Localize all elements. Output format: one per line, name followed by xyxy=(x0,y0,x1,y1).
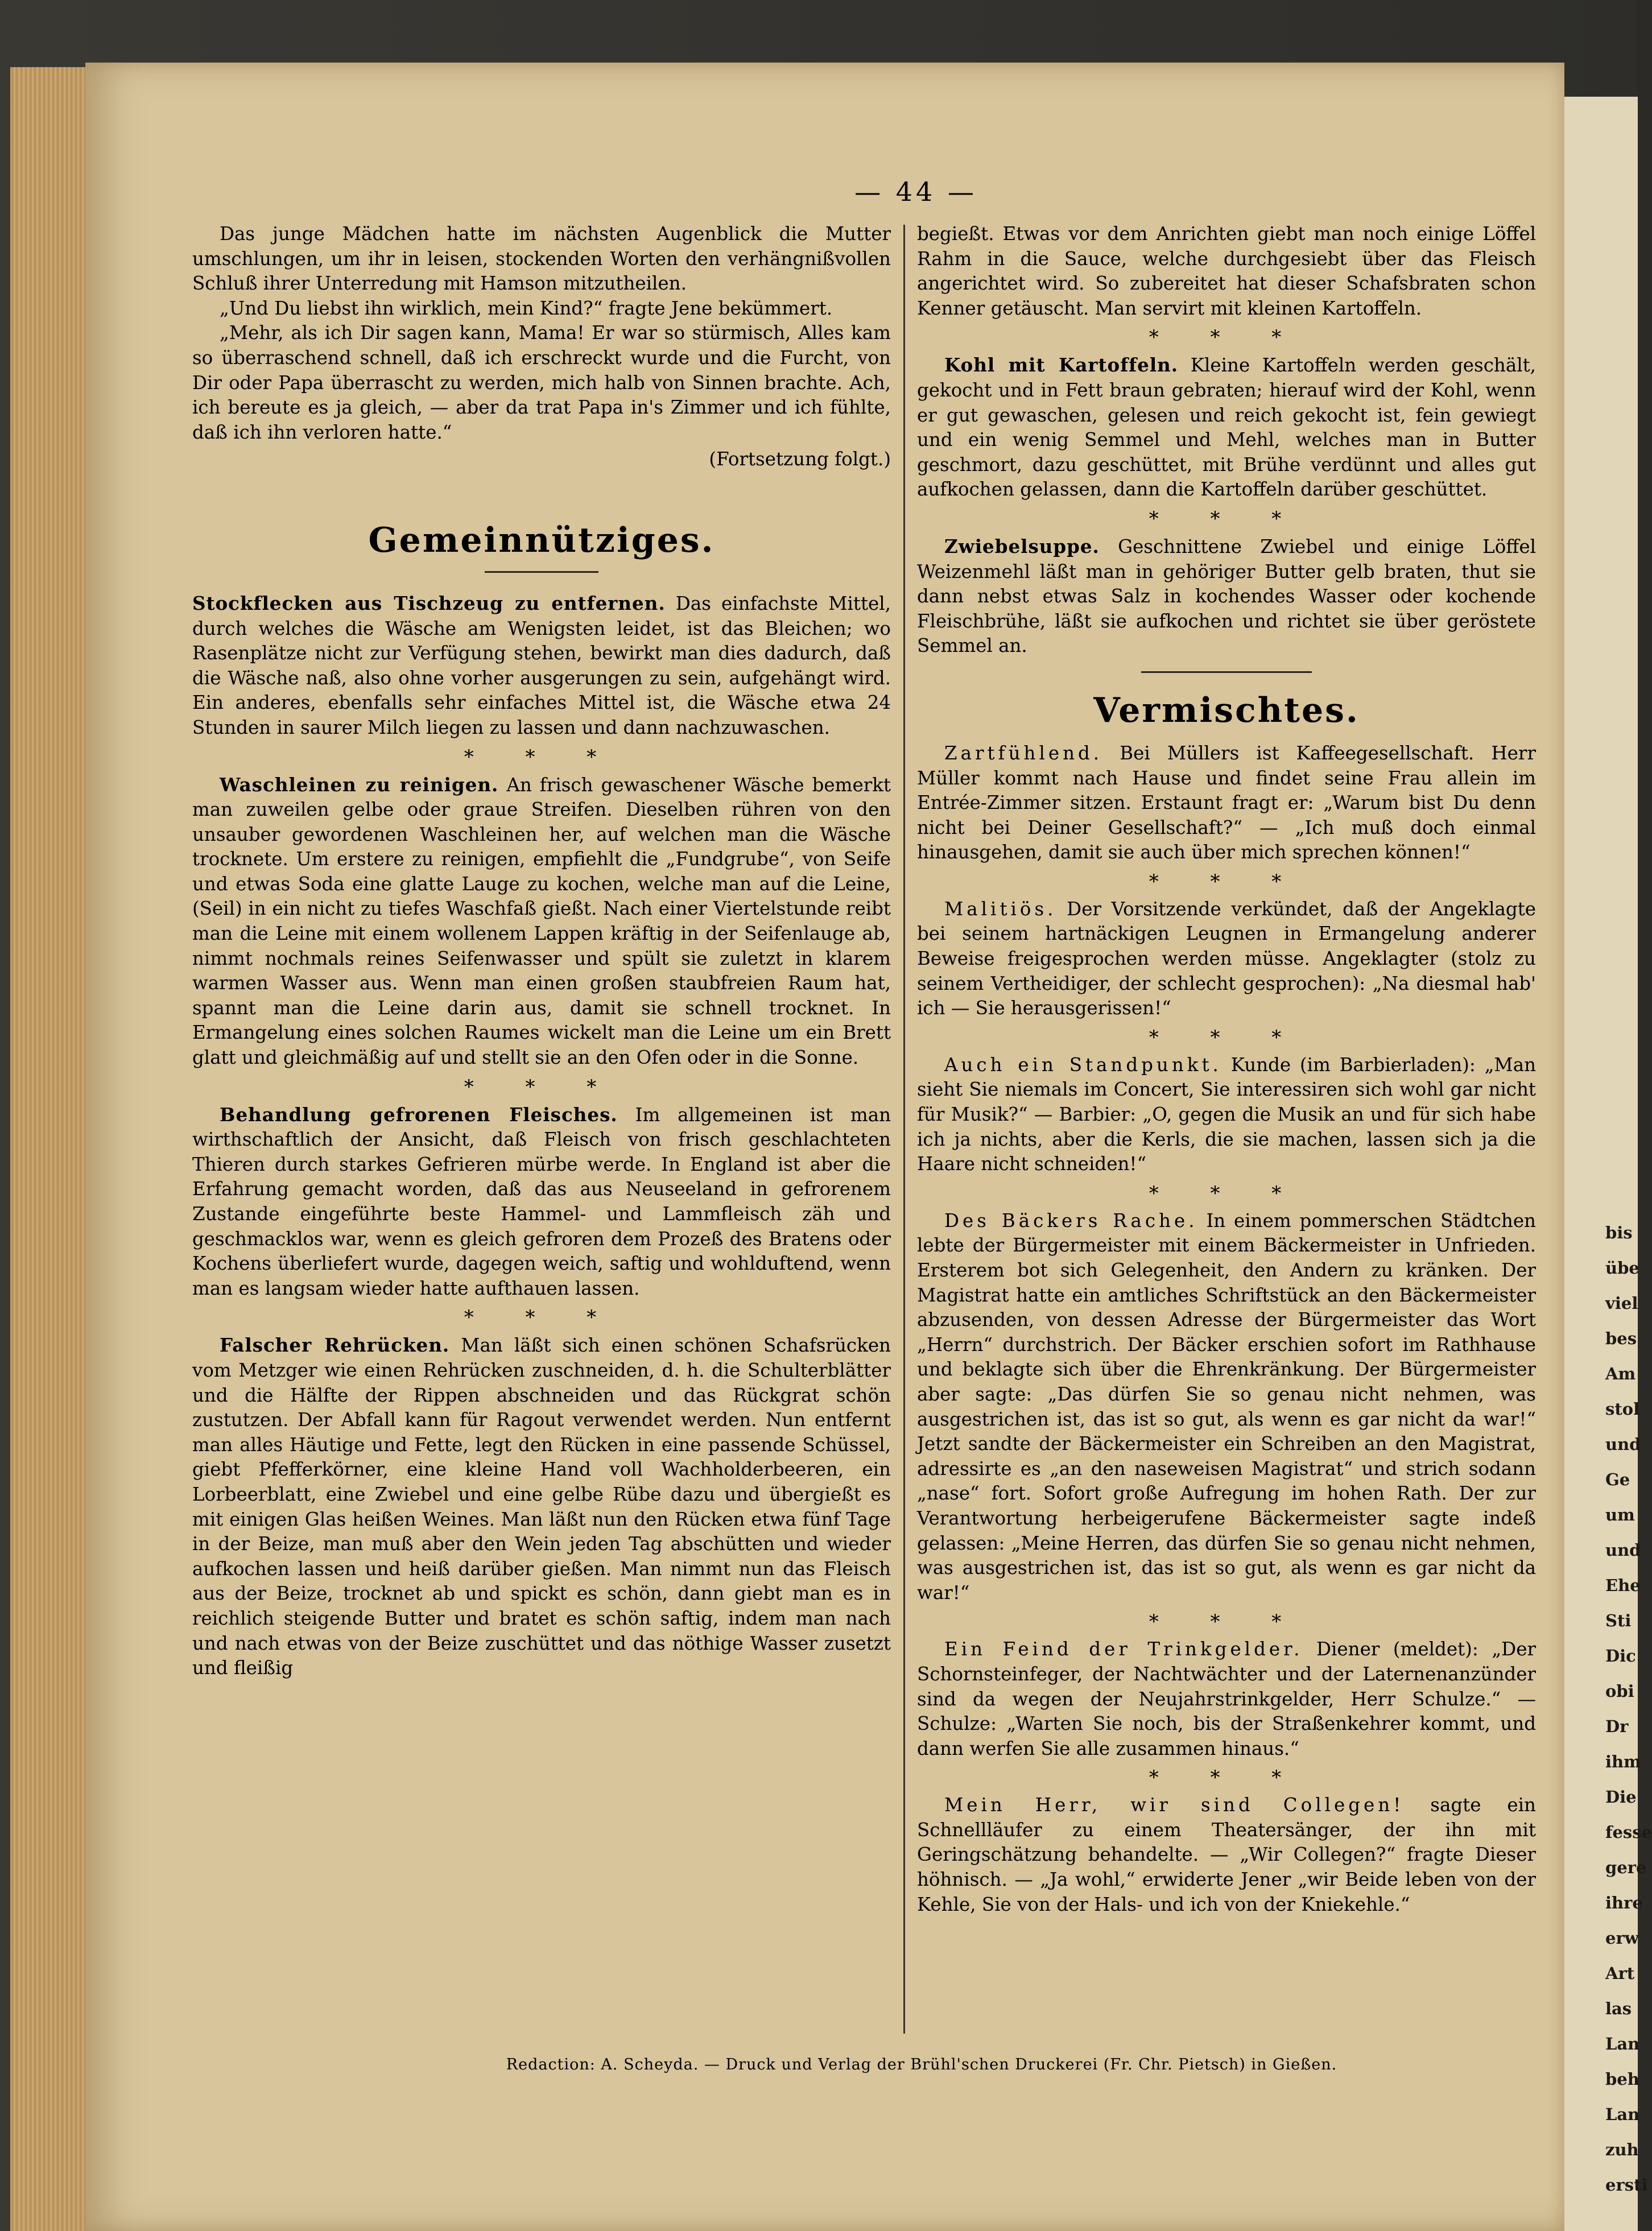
separator-stars: * * * xyxy=(464,1306,620,1329)
adjacent-page-fragment: ersti xyxy=(1605,2175,1648,2195)
item-text: Bei Müllers ist Kaffeegesellschaft. Herr Müller kommt nach Hause und findet seine Frau allein im Entrée-Zimmer sitzen. Erstaunt fragt er: „Warum bist Du denn nicht bei Deiner Gesellschaft?“ — „Ich muß doch einmal hinausgehen, damit sie auch über mich sprechen können!“ xyxy=(917,742,1536,864)
article-title: Behandlung gefrorenen Fleisches. xyxy=(220,1103,618,1126)
separator-stars: * * * xyxy=(1149,507,1304,530)
article xyxy=(192,591,891,741)
item-title: Ein Feind der Trinkgelder. xyxy=(944,1638,1303,1660)
separator-stars: * * * xyxy=(464,1075,620,1098)
adjacent-page-fragment: Dr xyxy=(1605,1717,1629,1736)
miscellany-item xyxy=(917,1053,1536,1177)
heading-rule xyxy=(485,571,598,573)
adjacent-page-fragment: Lan xyxy=(1605,2034,1640,2054)
story-paragraph: „Und Du liebst ihn wirklich, mein Kind?“ fragte Jene bekümmert. xyxy=(220,297,833,319)
item-text: Diener (meldet): „Der Schornsteinfeger, der Nachtwächter und der Laternenanzünder sind da wegen der Neujahrstrinkgelder, Herr Schulze.“ — Schulze: „Warten Sie noch, bis der Straßenkehrer kommt, und dann werfen Sie alle zusammen hinaus.“ xyxy=(917,1638,1536,1759)
miscellany-item xyxy=(917,1209,1536,1606)
adjacent-page-fragment: erw xyxy=(1605,1928,1639,1948)
adjacent-page-fragment: gere xyxy=(1605,1858,1647,1877)
page-number: — 44 — xyxy=(854,176,977,207)
miscellany-item xyxy=(917,741,1536,865)
adjacent-page-fragment: übe xyxy=(1605,1258,1639,1278)
article-title: Waschleinen zu reinigen. xyxy=(220,773,499,796)
adjacent-page-fragment: Ehe xyxy=(1605,1576,1641,1595)
article xyxy=(192,1102,891,1302)
article-text: An frisch gewaschener Wäsche bemerkt man zuweilen gelbe oder graue Streifen. Dieselben rühren von den unsauber gewordenen Waschleinen her, auf welchen man die Wäsche trocknete. Um erstere zu reinigen, empfiehlt die „Fundgrube“, von Seife und etwas Soda eine glatte Lauge zu kochen, welche man auf die Leine, (Seil) in ein nicht zu tiefes Waschfaß gießt. Nach einer Viertelstunde reibt man die Leine mit einem wollenem Lappen kräftig in der Seifenlauge ab, nimmt nochmals reines Seifenwasser und spült sie zuletzt in klarem warmen Wasser aus. Wenn man einen großen staubfreien Raum hat, spannt man die Leine darin aus, damit sie schnell trocknet. In Ermangelung eines solchen Raumes wickelt man die Leine um ein Brett glatt und gleichmäßig auf und stellt sie an den Ofen oder in die Sonne. xyxy=(192,774,891,1069)
article-title: Stockflecken aus Tischzeug zu entfernen. xyxy=(192,592,666,614)
adjacent-page-fragment: ihm xyxy=(1605,1752,1641,1771)
miscellany-item xyxy=(917,897,1536,1021)
article-text: Das einfachste Mittel, durch welches die Wäsche am Wenigsten leidet, ist das Bleichen; wo Rasenplätze nicht zur Verfügung stehen, bewirkt man dies dadurch, daß die Wäsche naß, also ohne vorher ausgerungen zu sein, aufgehängt wird. Ein anderes, ebenfalls sehr einfaches Mittel ist, die Wäsche etwa 24 Stunden in saurer Milch liegen zu lassen und dann nachzuwaschen. xyxy=(192,592,891,738)
adjacent-page-fragment: viel xyxy=(1605,1294,1638,1313)
adjacent-page-fragment: las xyxy=(1605,1999,1632,2018)
article-title: Kohl mit Kartoffeln. xyxy=(944,354,1179,377)
article-text: Man läßt sich einen schönen Schafsrücken vom Metzger wie einen Rehrücken zuschneiden, d. h. die Schulterblätter und die Hälfte der Rippen abschneiden und das Rückgrat schön zustutzen. Der Abfall kann für Ragout verwendet werden. Nun entfernt man alles Häutige und Fette, legt den Rücken in eine passende Schüssel, giebt Pfefferkörner, eine kleine Hand voll Wachholderbeeren, ein Lorbeerblatt, eine Zwiebel und eine gelbe Rübe dazu und übergießt es mit einigen Glas heißen Weines. Man läßt nun den Rücken etwa fünf Tage in der Beize, man muß aber den Wein jeden Tag abschütten und wieder aufkochen lassen und heiß darüber gießen. Man nimmt nun das Fleisch aus der Beize, trocknet ab und spickt es schön, dann giebt man es in reichlich steigende Butter und bratet es schön saftig, indem man nach und nach etwas von der Beize zuschüttet und das nöthige Wasser zusetzt und fleißig xyxy=(192,1335,891,1679)
separator-stars: * * * xyxy=(1149,1610,1304,1634)
adjacent-page-fragment: und xyxy=(1605,1435,1641,1454)
article-text: Im allgemeinen ist man wirthschaftlich der Ansicht, daß Fleisch von frisch geschlachteten Thieren durch starkes Gefrieren mürbe werde. In England ist aber die Erfahrung gemacht worden, daß das aus Neuseeland in gefrorenem Zustande eingeführte beste Hammel- und Lammfleisch zäh und geschmacklos war, wenn es gleich gefroren dem Prozeß des Bratens oder Kochens überliefert wurde, dagegen weich, saftig und wohlduftend, wenn man es langsam wieder hatte aufthauen lassen. xyxy=(192,1104,891,1299)
adjacent-page-fragment: beh xyxy=(1605,2069,1639,2089)
separator-stars: * * * xyxy=(1149,870,1304,893)
section-heading: Vermischtes. xyxy=(1093,690,1360,730)
article xyxy=(917,534,1536,659)
separator-stars: * * * xyxy=(1149,1766,1304,1790)
article-text: Geschnittene Zwiebel und einige Löffel Weizenmehl läßt man in gehöriger Butter gelb braten, thut sie dann nebst etwas Salz in kochendes Wasser oder kochende Fleischbrühe, läßt sie aufkochen und richtet sie über geröstete Semmel an. xyxy=(917,535,1536,657)
item-title: Zartfühlend. xyxy=(944,742,1103,764)
adjacent-page-fragment: stol xyxy=(1605,1399,1640,1419)
separator-stars: * * * xyxy=(1149,326,1304,349)
adjacent-page-fragment: Art xyxy=(1605,1964,1635,1983)
item-title: Auch ein Standpunkt. xyxy=(944,1053,1222,1076)
adjacent-page-fragment: zuh xyxy=(1605,2140,1639,2159)
continuation-note: (Fortsetzung folgt.) xyxy=(709,448,891,470)
article-title: Zwiebelsuppe. xyxy=(944,535,1100,557)
adjacent-page-fragment: Die xyxy=(1605,1787,1637,1807)
item-text: In einem pommerschen Städtchen lebte der Bürgermeister mit einem Bäckermeister in Unfrieden. Ersterem bot sich Gelegenheit, den Andern zu kränken. Der Magistrat hatte ein amtliches Schriftstück an den Bäckermeister abzusenden, von dessen Adresse der Bürgermeister das Wort „Herrn“ durchstrich. Der Bäcker erschien sofort im Rathhause und beklagte sich über die Ehrenkränkung. Der Bürgermeister aber sagte: „Das dürfen Sie so genau nicht nehmen, was ausgestrichen ist, das ist so gut, als wenn es gar nicht da war!“ Jetzt sandte der Bäckermeister ein Schreiben an den Magistrat, adressirte es „an den naseweisen Magistrat“ und strich sodann „nase“ fort. Sofort große Aufregung im hohen Rath. Der zur Verantwortung herbeigerufene Bäckermeister sagte indeß gelassen: „Meine Herren, das dürfen Sie so genau nicht nehmen, was ausgestrichen ist, das ist so gut, als wenn es gar nicht da war!“ xyxy=(917,1209,1536,1604)
column-divider xyxy=(903,225,905,2034)
separator-stars: * * * xyxy=(1149,1181,1304,1205)
article xyxy=(192,772,891,1071)
article-text: Kleine Kartoffeln werden geschält, gekocht und in Fett braun gebraten; hierauf wird der Kohl, wenn er gut gewaschen, gelesen und reich gekocht ist, fein gewiegt und ein wenig Semmel und Mehl, welches man in Butter geschmort, dazu geschüttet, mit Brühe verdünnt und alles gut aufkochen gelassen, dann die Kartoffeln darüber geschüttet. xyxy=(917,354,1536,501)
adjacent-page-fragment: obi xyxy=(1605,1681,1634,1701)
adjacent-page-fragment: fesse xyxy=(1605,1823,1652,1842)
adjacent-page-fragment: Ge xyxy=(1605,1470,1630,1489)
imprint-footer: Redaction: A. Scheyda. — Druck und Verlag der Brühl'schen Druckerei (Fr. Chr. Pietsch) in Gießen. xyxy=(506,2056,1337,2073)
adjacent-page-fragment: Am xyxy=(1605,1364,1636,1383)
adjacent-page-fragment: und xyxy=(1605,1540,1641,1560)
adjacent-page-fragment: ihre xyxy=(1605,1893,1643,1912)
story-paragraph: Das junge Mädchen hatte im nächsten Augenblick die Mutter umschlungen, um ihr in leisen, stockenden Worten den verhängnißvollen Schluß ihrer Unterredung mit Hamson mitzutheilen. xyxy=(192,223,891,295)
item-title: Des Bäckers Rache. xyxy=(944,1209,1198,1232)
adjacent-page-fragment: bis xyxy=(1605,1223,1633,1242)
article-title: Falscher Rehrücken. xyxy=(220,1334,450,1357)
item-text: Der Vorsitzende verkündet, daß der Angeklagte bei seinem hartnäckigen Leugnen in Ermangelung anderer Beweise freigesprochen werden müsse. Angeklagter (stolz zu seinem Vertheidiger, der schlecht gesprochen): „Na diesmal hab' ich — Sie herausgerissen!“ xyxy=(917,898,1536,1019)
item-text: Kunde (im Barbierladen): „Man sieht Sie niemals im Concert, Sie interessiren sich wohl gar nicht für Musik?“ — Barbier: „O, gegen die Musik an und für sich habe ich ja nichts, aber die Kerls, die sie machen, lassen sich ja die Haare nicht schneiden!“ xyxy=(917,1053,1537,1175)
adjacent-page-fragment: Sti xyxy=(1605,1611,1632,1630)
miscellany-item xyxy=(917,1793,1536,1917)
adjacent-page-fragment: bes xyxy=(1605,1329,1637,1348)
adjacent-page-fragment: um xyxy=(1605,1505,1635,1524)
article xyxy=(917,353,1536,502)
adjacent-page-fragment: Dic xyxy=(1605,1646,1636,1666)
article-continuation: begießt. Etwas vor dem Anrichten giebt man noch einige Löffel Rahm in die Sauce, welche durchgesiebt über das Fleisch angerichtet wird. So zubereitet hat dieser Schafsbraten schon Kenner getäuscht. Man servirt mit kleinen Kartoffeln. xyxy=(917,223,1536,319)
left-column xyxy=(192,222,891,1681)
story-paragraph: „Mehr, als ich Dir sagen kann, Mama! Er war so stürmisch, Alles kam so überraschend schnell, daß ich erschreckt wurde und die Furcht, von Dir oder Papa überrascht zu werden, mich halb von Sinnen brachte. Ach, ich bereute es ja gleich, — aber da trat Papa in's Zimmer und ich fühlte, daß ich ihn verloren hatte.“ xyxy=(192,322,891,443)
item-title: Malitiös. xyxy=(944,898,1057,920)
section-rule xyxy=(1141,671,1312,673)
adjacent-page-fragment: Lan xyxy=(1605,2105,1640,2124)
right-column xyxy=(917,222,1536,1917)
section-heading: Gemeinnütziges. xyxy=(368,520,715,560)
miscellany-item xyxy=(917,1637,1536,1761)
separator-stars: * * * xyxy=(464,745,620,769)
separator-stars: * * * xyxy=(1149,1026,1304,1049)
article xyxy=(192,1333,891,1680)
item-text: sagte ein Schnellläufer zu einem Theatersänger, der ihn mit Geringschätzung behandelte. — „Wir Collegen?“ fragte Dieser höhnisch. — „Ja wohl,“ erwiderte Jener „wir Beide leben von der Kehle, Sie von der Hals- und ich von der Kniekehle.“ xyxy=(917,1794,1536,1915)
item-title: Mein Herr, wir sind Collegen! xyxy=(944,1794,1405,1816)
